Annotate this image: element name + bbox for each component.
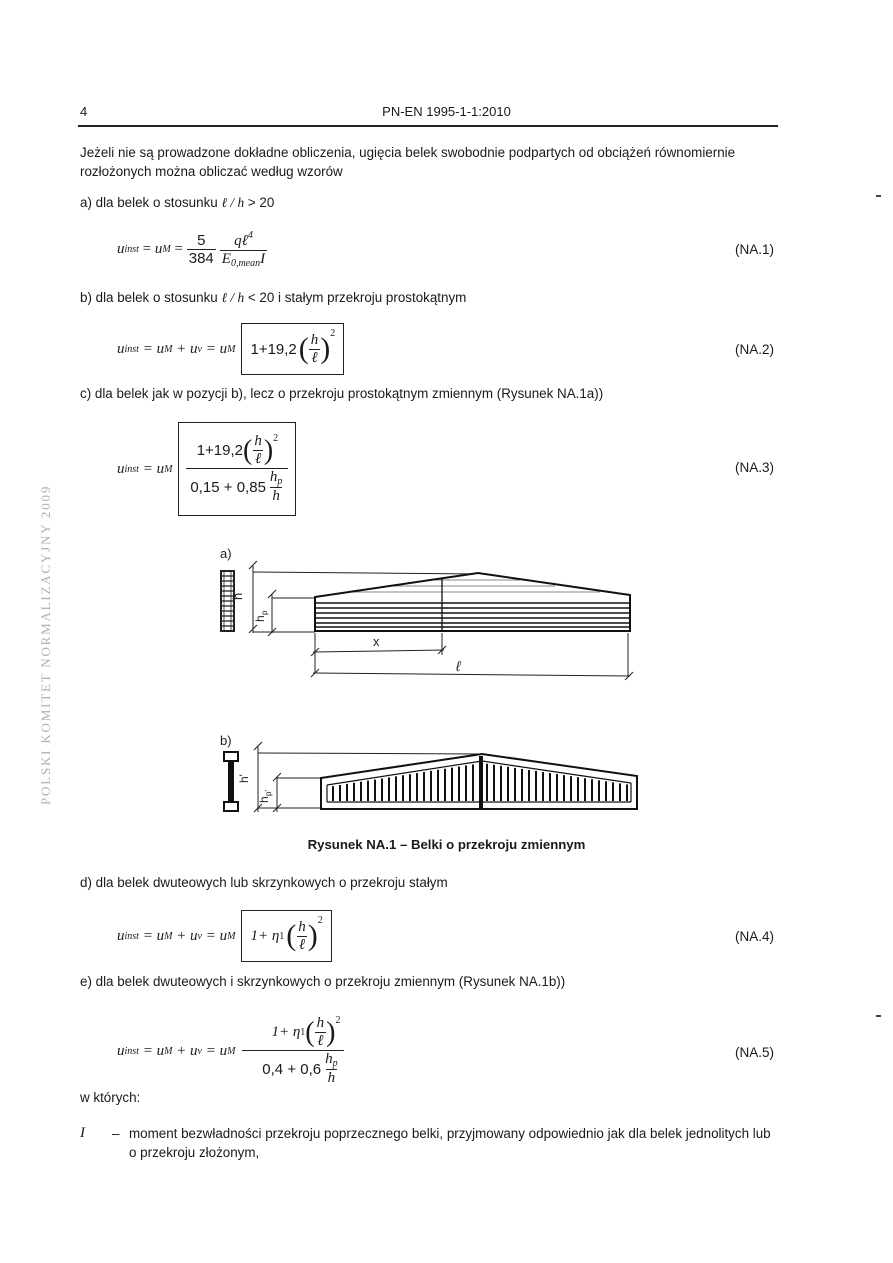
eq-subscript: inst: [124, 930, 139, 942]
eq-term: = u: [202, 340, 228, 357]
dim-hp-label: [253, 610, 269, 622]
beam-a-drawing: [315, 573, 630, 631]
paren-left: (: [305, 1016, 315, 1048]
section-a-icon: [221, 571, 234, 631]
eq-exponent: 2: [330, 328, 336, 339]
case-a-prefix: a) dla belek o stosunku: [80, 195, 218, 210]
eq-exponent: 2: [335, 1015, 341, 1026]
figure-b-label: b): [220, 733, 232, 748]
denominator: [220, 250, 267, 269]
case-b-prefix: b) dla belek o stosunku: [80, 290, 218, 305]
eq-exponent: 4: [247, 230, 253, 241]
dim-hp-sub: p: [260, 610, 269, 615]
case-b-text: [80, 288, 466, 307]
eq-term: = u: [202, 927, 228, 944]
eq-term: + u: [172, 340, 198, 357]
eq-subscript: p: [332, 1058, 338, 1069]
equation-label-na5: (NA.5): [735, 1045, 775, 1060]
beam-b-drawing: [321, 754, 637, 809]
eq-constant: 0,15 + 0,85: [190, 478, 266, 496]
paren-left: (: [298, 332, 309, 365]
case-e-text: e) dla belek dwuteowych i skrzynkowych o przekroju zmiennym (Rysunek NA.1b)): [80, 974, 566, 989]
equation-na4: [117, 908, 332, 964]
equation-label-na2: (NA.2): [735, 342, 775, 357]
denominator: h: [327, 1070, 336, 1086]
figure-na1: [200, 540, 650, 830]
paren-left: (: [242, 434, 253, 466]
numerator: h: [254, 433, 262, 449]
eq-constant: 1+19,2: [196, 442, 243, 459]
denominator: [242, 1050, 343, 1087]
eq-symbol: h: [269, 469, 278, 485]
eq-subscript: 1: [300, 1027, 306, 1038]
square-bracket-group: [178, 422, 296, 516]
definition-list: [80, 1124, 780, 1162]
intro-paragraph: Jeżeli nie są prowadzone dokładne obliczenia, ugięcia belek swobodnie podpartych od obciążeń równomiernie rozłożonych można obliczać według wzorów: [80, 145, 736, 179]
numerator: h: [310, 331, 319, 348]
eq-subscript: v: [197, 343, 202, 355]
numerator: 5: [197, 232, 206, 249]
denominator: ℓ: [254, 451, 262, 467]
header-rule: [78, 125, 778, 127]
dim-hp-prime-text: h: [257, 796, 271, 803]
fraction: [323, 1051, 340, 1087]
eq-subscript: v: [197, 1045, 202, 1057]
eq-symbol: h: [325, 1051, 333, 1067]
section-b-icon: [224, 752, 238, 811]
eq-exponent: 2: [273, 433, 279, 444]
eq-subscript: M: [162, 244, 171, 255]
case-c-text: c) dla belek jak w pozycji b), lecz o przekroju prostokątnym zmiennym (Rysunek NA.1a)): [80, 386, 604, 401]
big-fraction: [241, 1015, 344, 1087]
case-b-suffix: < 20 i stałym przekroju prostokątnym: [244, 290, 467, 305]
big-fraction: [186, 433, 288, 505]
eq-term: = u: [138, 460, 165, 477]
denominator: ℓ: [298, 936, 306, 953]
eq-term: = u: [138, 1042, 165, 1059]
eq-symbol: u: [117, 241, 125, 257]
eq-symbol: u: [117, 340, 125, 357]
eq-subscript: inst: [124, 244, 139, 255]
eq-subscript: M: [164, 1045, 173, 1057]
case-a-text: [80, 193, 274, 212]
denominator: 384: [188, 250, 214, 267]
definition-text: moment bezwładności przekroju poprzecznego belki, przyjmowany odpowiednio jak dla belek jednolitych lub o przekroju złożonym,: [129, 1126, 771, 1160]
eq-symbol: u: [117, 460, 125, 477]
watermark: POLSKI KOMITET NORMALIZACYJNY 2009: [38, 484, 53, 805]
dim-h-label: h: [230, 592, 245, 600]
eq-subscript: 0,mean: [230, 258, 261, 269]
eq-symbol: E: [221, 251, 231, 267]
case-a-suffix: > 20: [244, 195, 275, 210]
denominator: [186, 468, 288, 505]
square-bracket-group: [241, 910, 331, 962]
equation-na5: [117, 1006, 344, 1096]
case-d-text: d) dla belek dwuteowych lub skrzynkowych o przekroju stałym: [80, 875, 448, 890]
eq-constant: 1+19,2: [250, 340, 297, 358]
numerator: h: [316, 1015, 325, 1031]
eq-symbol: u: [154, 241, 163, 257]
paren-right: ): [307, 919, 318, 952]
figure-caption: Rysunek NA.1 – Belki o przekroju zmiennym: [307, 837, 586, 852]
eq-symbol: u: [117, 1042, 125, 1059]
definition-symbol: I: [80, 1125, 85, 1141]
equation-label-na3: (NA.3): [735, 460, 775, 475]
dim-hp-prime-label: [257, 790, 273, 803]
eq-term: = u: [138, 927, 165, 944]
fraction: [187, 232, 216, 267]
fraction: [315, 1015, 327, 1050]
eq-subscript: inst: [124, 463, 139, 475]
eq-subscript: inst: [124, 343, 139, 355]
fraction: [296, 919, 308, 954]
eq-subscript: 1: [279, 930, 285, 942]
equation-na1: [117, 230, 267, 269]
definition-item: [80, 1124, 780, 1162]
eq-subscript: M: [227, 1045, 236, 1057]
eq-term: + u: [172, 927, 198, 944]
fraction: [220, 230, 267, 269]
where-label: w których:: [80, 1090, 141, 1105]
fraction: [268, 469, 285, 505]
page-number: 4: [80, 104, 88, 119]
eq-subscript: M: [164, 343, 173, 355]
eq-subscript: M: [164, 463, 173, 475]
case-b-ratio: ℓ / h: [221, 290, 245, 305]
eq-symbol: qℓ: [234, 233, 248, 249]
eq-subscript: v: [197, 930, 202, 942]
eq-operator: =: [138, 241, 155, 257]
eq-symbol: I: [260, 251, 266, 267]
eq-subscript: p: [277, 476, 283, 487]
eq-term: + u: [172, 1042, 198, 1059]
denominator: h: [272, 488, 280, 504]
paren-left: (: [286, 919, 297, 952]
numerator: [232, 230, 255, 250]
case-a-ratio: ℓ / h: [221, 195, 245, 210]
fraction: [252, 433, 264, 468]
eq-subscript: M: [227, 343, 236, 355]
scan-speck: [876, 1015, 881, 1017]
eq-exponent: 2: [317, 915, 323, 926]
dim-hp-text: h: [253, 615, 267, 622]
standard-title: PN-EN 1995-1-1:2010: [382, 104, 511, 119]
numerator: [268, 469, 285, 487]
denominator: ℓ: [317, 1033, 324, 1049]
numerator: [193, 433, 282, 468]
dim-h-prime-label: h': [237, 774, 251, 783]
numerator: [323, 1051, 340, 1069]
eq-symbol: u: [117, 927, 125, 944]
equation-na2: [117, 321, 344, 377]
numerator: [241, 1015, 344, 1050]
eq-constant: 1+ η: [250, 927, 280, 944]
eq-subscript: inst: [124, 1045, 139, 1057]
scan-speck: [876, 195, 881, 197]
equation-label-na1: (NA.1): [735, 242, 775, 257]
definition-dash: –: [112, 1126, 120, 1141]
eq-operator: =: [170, 241, 187, 257]
eq-subscript: M: [164, 930, 173, 942]
numerator: h: [298, 918, 306, 935]
dim-x-label: x: [373, 634, 380, 649]
fraction: [309, 332, 321, 367]
denominator: ℓ: [311, 349, 318, 366]
paren-right: ): [320, 332, 331, 365]
paren-right: ): [326, 1016, 336, 1048]
eq-constant: 1+ η: [271, 1024, 301, 1040]
dim-l-label: ℓ: [456, 658, 461, 674]
equation-na3: [117, 421, 296, 517]
paren-right: ): [263, 434, 274, 466]
dim-hp-prime-sub: p': [264, 790, 273, 796]
figure-a-label: a): [220, 546, 232, 561]
eq-term: = u: [138, 340, 165, 357]
square-bracket-group: [241, 323, 344, 375]
eq-subscript: M: [227, 930, 236, 942]
eq-constant: 0,4 + 0,6: [262, 1060, 322, 1078]
eq-term: = u: [202, 1042, 228, 1059]
equation-label-na4: (NA.4): [735, 929, 775, 944]
